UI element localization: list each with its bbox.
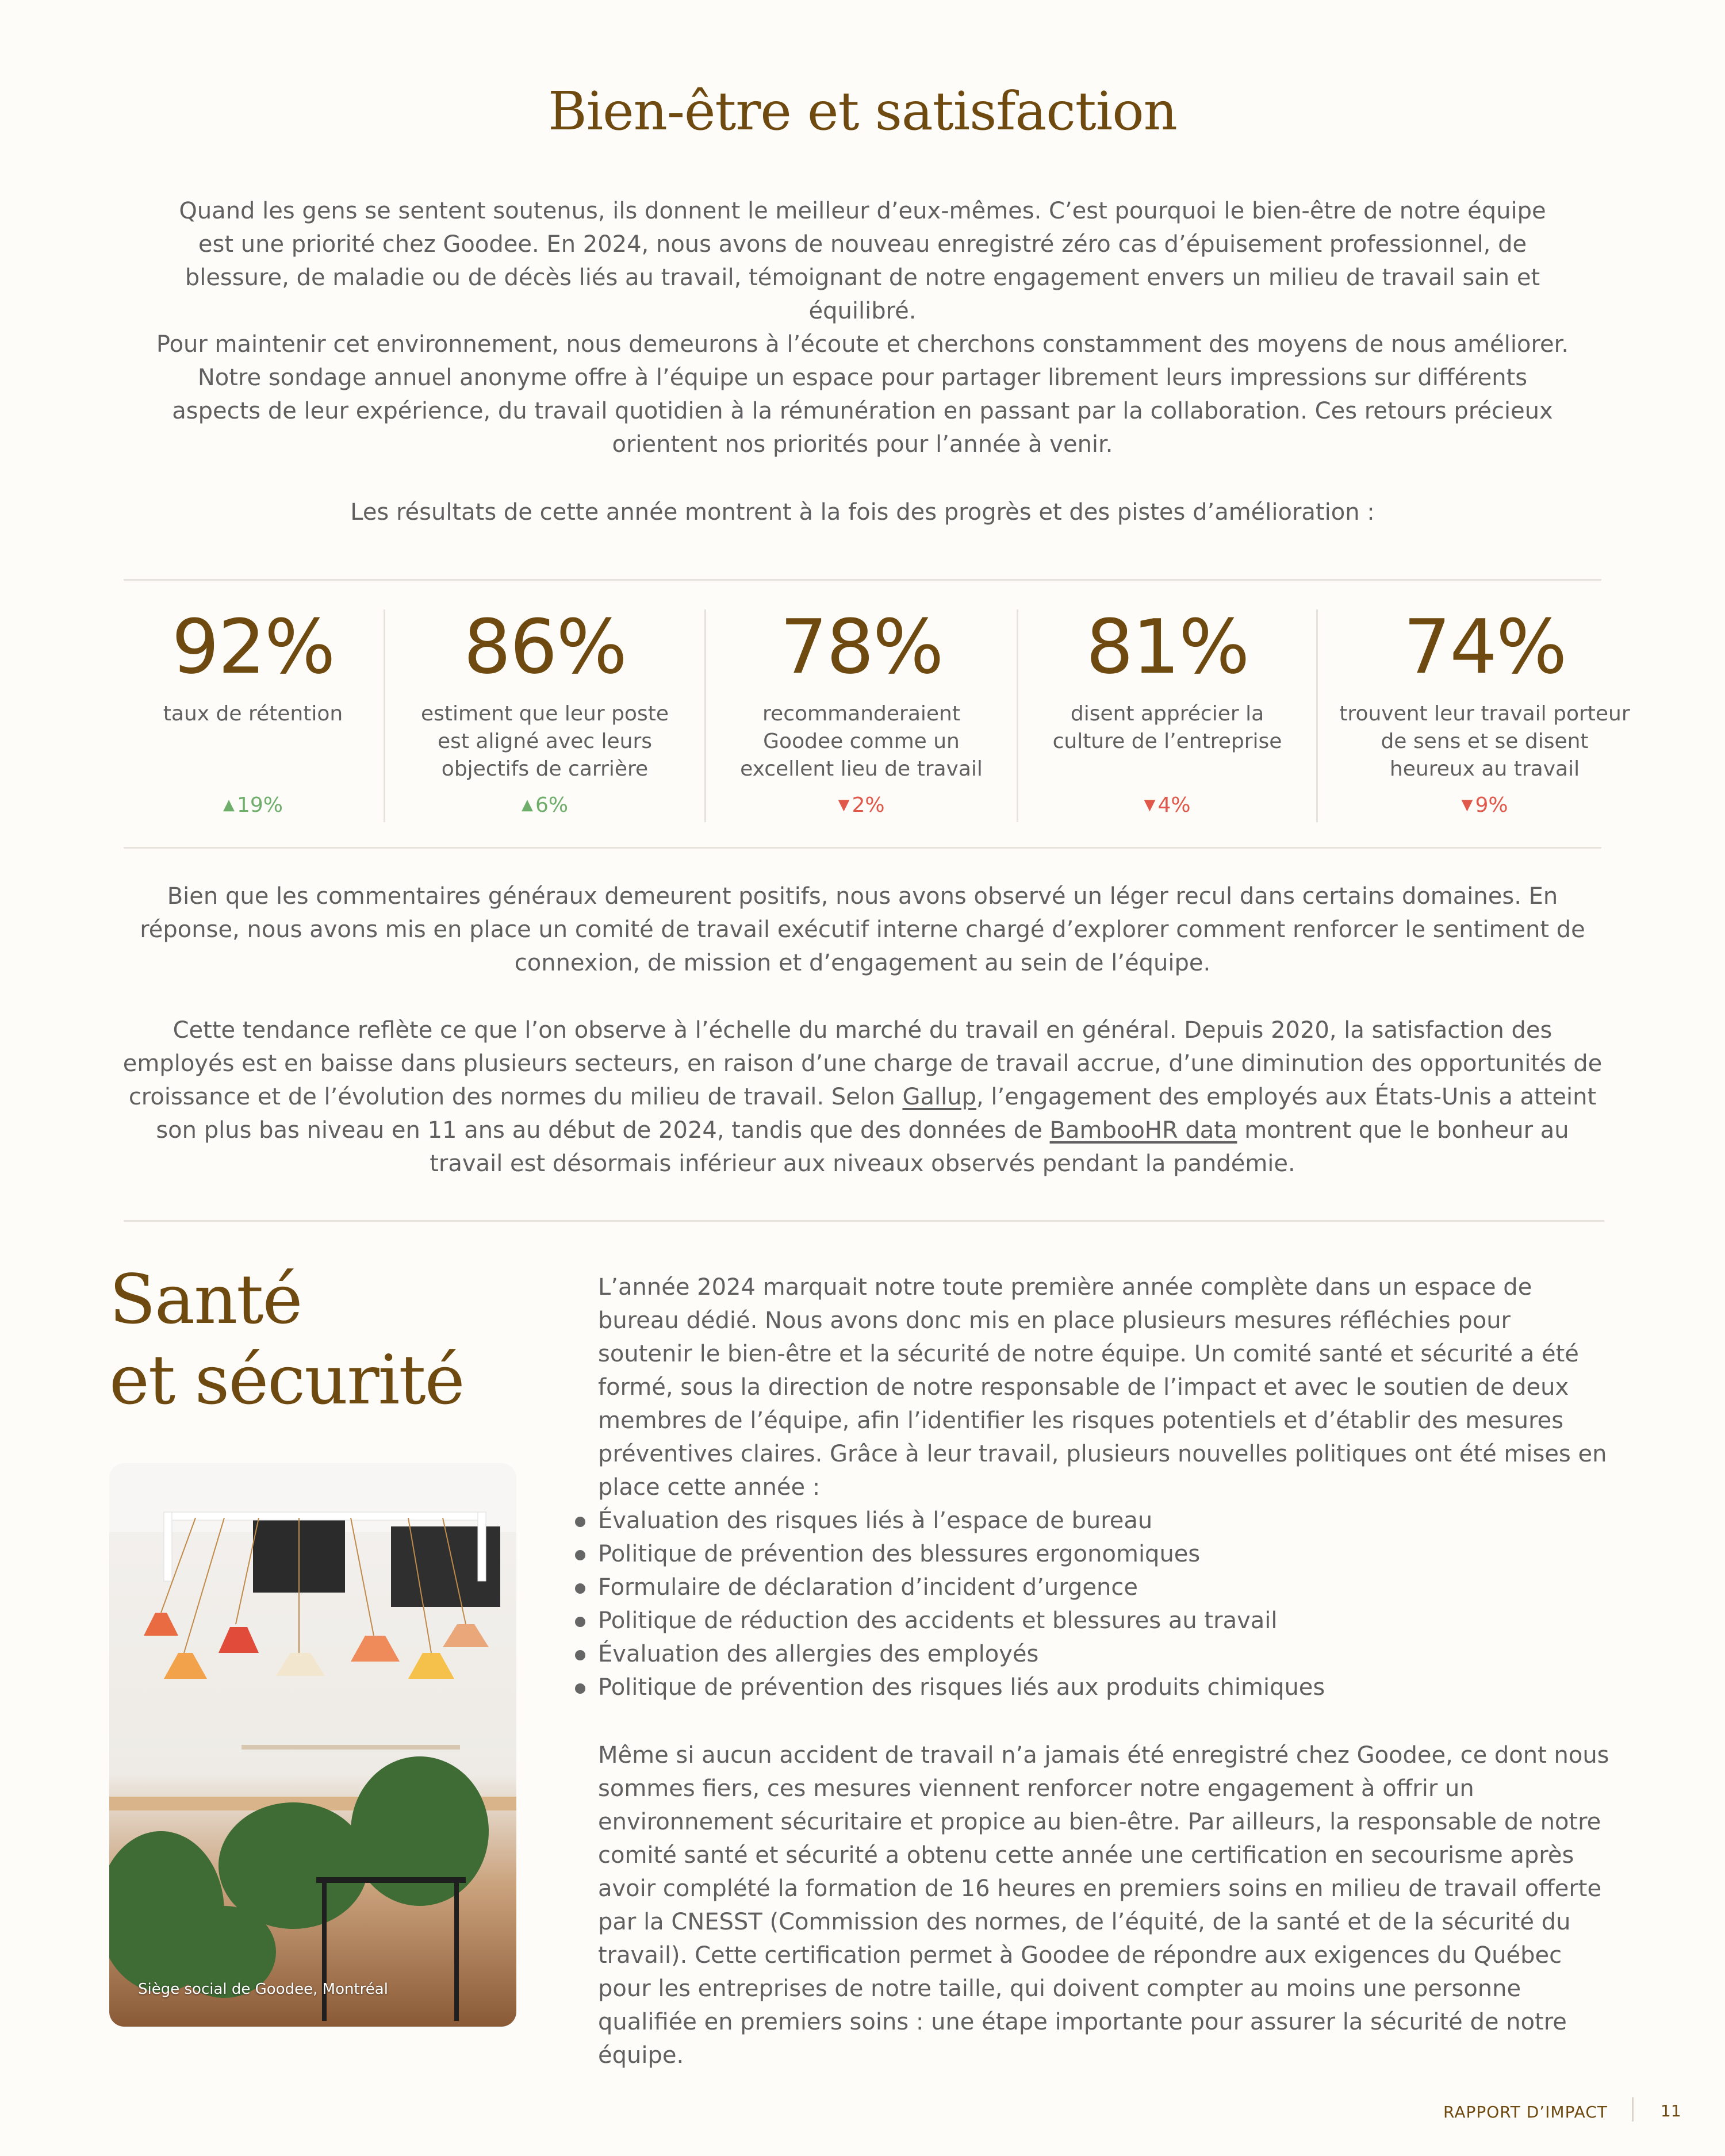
health-heading-line-1: Santé xyxy=(109,1260,302,1339)
triangle-up-icon: ▲ xyxy=(521,796,533,814)
intro-paragraph-1: Quand les gens se sentent soutenus, ils donnent le meilleur d’eux-mêmes. C’est pourquoi le bien-être de notre équipe est une priorité chez Goodee. En 2024, nous avons de nouveau enregistré zéro cas d’épuisement professionnel, de blessure, de maladie ou de décès liés au travail, témoignant de notre engagement envers un milieu de travail sain et équilibré. xyxy=(179,198,1546,324)
stat-value: 92% xyxy=(171,603,335,690)
page-number: 11 xyxy=(1661,2101,1681,2120)
triangle-down-icon: ▼ xyxy=(1461,796,1473,814)
gallup-link[interactable]: Gallup xyxy=(902,1084,976,1110)
list-item: Politique de prévention des risques liés aux produits chimiques xyxy=(598,1671,1610,1704)
stat-label: disent apprécier la culture de l’entreprise xyxy=(1052,702,1282,753)
stat-culture xyxy=(1018,603,1316,822)
triangle-up-icon: ▲ xyxy=(223,796,235,814)
analysis-text: Cette tendance reflète ce que l’on observe à l’échelle du marché du travail en général. Depuis 2020, la satisfaction des employés est en baisse dans plusieurs secteurs, en raison d’une charge de travail accrue, d’une diminution des opportunités de croissance et de l’évolution des normes du milieu de travail. Selon xyxy=(122,1017,1603,1110)
intro-paragraph-2: Pour maintenir cet environnement, nous demeurons à l’écoute et cherchons constamment des moyens de nous améliorer. Notre sondage annuel anonyme offre à l’équipe un espace pour partager librement leurs impressions sur différents aspects de leur expérience, du travail quotidien à la rémunération en passant par la collaboration. Ces retours précieux orientent nos priorités pour l’année à venir. xyxy=(156,331,1569,458)
stat-label: estiment que leur poste est aligné avec leurs objectifs de carrière xyxy=(421,702,669,781)
stat-career-alignment xyxy=(385,603,704,822)
stat-recommend xyxy=(706,603,1017,822)
health-intro: L’année 2024 marquait notre toute première année complète dans un espace de bureau dédié. Nous avons donc mis en place plusieurs mesures réfléchies pour soutenir le bien-être et la sécurité de notre équipe. Un comité santé et sécurité a été formé, sous la direction de notre responsable de l’impact et avec le soutien de deux membres de l’équipe, afin l’identifier les risques potentiels et d’établir des mesures préventives claires. Grâce à leur travail, plusieurs nouvelles politiques ont été mises en place cette année : xyxy=(598,1274,1607,1501)
footer-report-label: RAPPORT D’IMPACT xyxy=(1443,2103,1608,2122)
stats-bottom-divider xyxy=(124,847,1601,849)
stat-value: 74% xyxy=(1403,603,1566,690)
stat-label: trouvent leur travail porteur de sens et se disent heureux au travail xyxy=(1339,702,1630,781)
stats-top-divider xyxy=(124,579,1601,581)
stat-label: recommanderaient Goodee comme un excellent lieu de travail xyxy=(740,702,983,781)
stat-change-value: 19% xyxy=(236,793,283,817)
policy-list xyxy=(598,1504,1610,1704)
stat-value: 86% xyxy=(463,603,626,690)
stat-label: taux de rétention xyxy=(163,702,343,726)
stat-change xyxy=(1318,793,1651,817)
stat-change xyxy=(706,793,1017,817)
analysis-text: , l’engagement des employés aux États-Unis a atteint son plus bas niveau en 11 ans au début de 2024, tandis que des données de xyxy=(156,1084,1597,1144)
office-photo xyxy=(109,1463,516,2027)
stat-change-value: 2% xyxy=(852,793,885,817)
stat-change xyxy=(124,793,382,817)
stat-change xyxy=(1018,793,1316,817)
analysis-paragraph-2 xyxy=(118,1014,1607,1180)
health-heading-line-2: et sécurité xyxy=(109,1340,464,1420)
bamboohr-link[interactable]: BambooHR data xyxy=(1049,1117,1237,1144)
section-divider xyxy=(124,1220,1604,1222)
health-heading xyxy=(109,1259,464,1420)
footer-separator xyxy=(1632,2097,1634,2122)
analysis-text: montrent que le bonheur au travail est désormais inférieur aux niveaux observés pendant la pandémie. xyxy=(430,1117,1569,1177)
health-closing: Même si aucun accident de travail n’a jamais été enregistré chez Goodee, ce dont nous sommes fiers, ces mesures viennent renforcer notre engagement à offrir un environnement sécuritaire et propice au bien-être. Par ailleurs, la responsable de notre comité santé et sécurité a obtenu cette année une certification en secourisme après avoir complété la formation de 16 heures en premiers soins en milieu de travail offerte par la CNESST (Commission des normes, de l’équité, de la santé et de la sécurité du travail). Cette certification permet à Goodee de répondre aux exigences du Québec pour les entreprises de notre taille, qui doivent compter au moins une personne qualifiée en premiers soins : une étape importante pour assurer la sécurité de notre équipe. xyxy=(598,1742,1609,2069)
stat-change-value: 4% xyxy=(1157,793,1191,817)
stat-value: 81% xyxy=(1086,603,1249,690)
stat-change-value: 6% xyxy=(535,793,569,817)
stat-retention xyxy=(124,603,382,822)
list-item: Évaluation des allergies des employés xyxy=(598,1637,1610,1671)
analysis-paragraph-1: Bien que les commentaires généraux demeurent positifs, nous avons observé un léger recul dans certains domaines. En réponse, nous avons mis en place un comité de travail exécutif interne chargé d’explorer comment renforcer le sentiment de connexion, de mission et d’engagement au sein de l’équipe. xyxy=(140,883,1585,976)
stat-change xyxy=(385,793,704,817)
triangle-down-icon: ▼ xyxy=(1144,796,1156,814)
stat-value: 78% xyxy=(780,603,943,690)
list-item: Politique de réduction des accidents et blessures au travail xyxy=(598,1604,1610,1637)
intro-paragraph-3: Les résultats de cette année montrent à la fois des progrès et des pistes d’amélioration : xyxy=(350,499,1375,525)
list-item: Politique de prévention des blessures ergonomiques xyxy=(598,1537,1610,1571)
list-item: Formulaire de déclaration d’incident d’urgence xyxy=(598,1571,1610,1604)
photo-caption: Siège social de Goodee, Montréal xyxy=(138,1981,388,1998)
list-item: Évaluation des risques liés à l’espace de bureau xyxy=(598,1504,1610,1537)
triangle-down-icon: ▼ xyxy=(838,796,850,814)
stat-meaningful-work xyxy=(1318,603,1651,822)
page-title: Bien-être et satisfaction xyxy=(548,80,1177,142)
office-illustration xyxy=(109,1463,516,2027)
stat-change-value: 9% xyxy=(1475,793,1508,817)
